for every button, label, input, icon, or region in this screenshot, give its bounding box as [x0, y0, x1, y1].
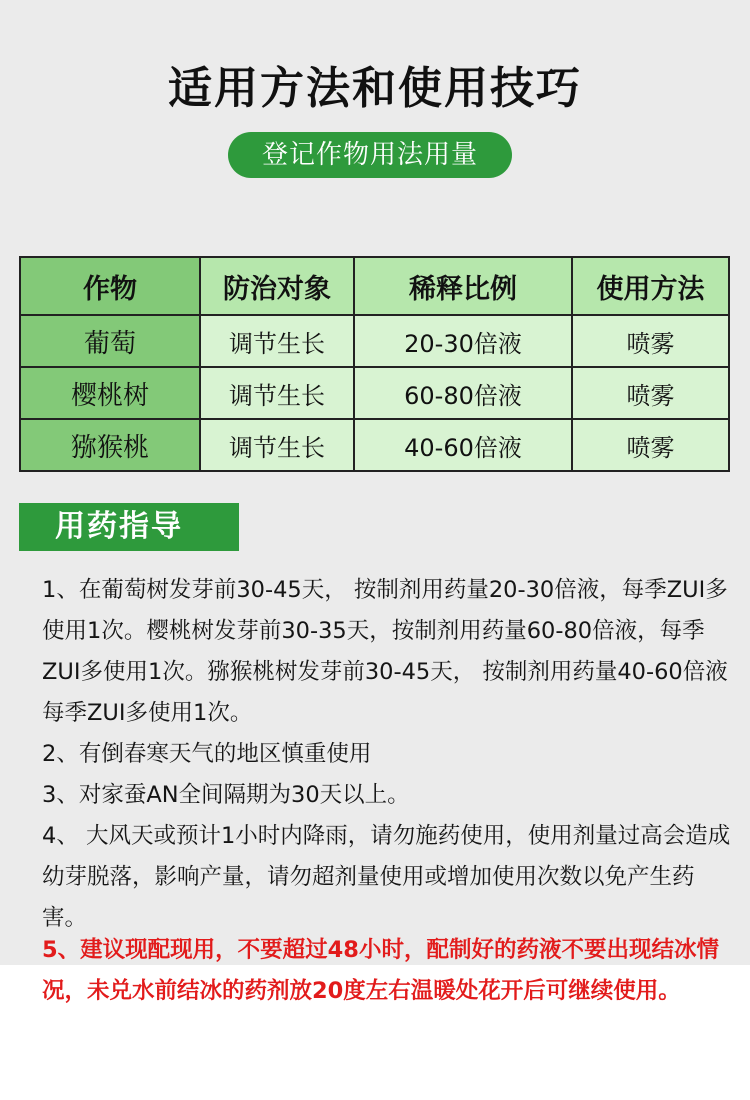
cell-method: 喷雾	[572, 367, 729, 419]
header-ratio: 稀释比例	[354, 257, 572, 315]
cell-target: 调节生长	[200, 315, 354, 367]
cell-crop: 葡萄	[20, 315, 200, 367]
cell-crop: 樱桃树	[20, 367, 200, 419]
guide-item-2: 2、有倒春寒天气的地区慎重使用	[42, 741, 372, 767]
cell-method: 喷雾	[572, 315, 729, 367]
page-title: 适用方法和使用技巧	[168, 63, 582, 114]
guide-item-4: 4、 大风天或预计1小时内降雨，请勿施药使用，使用剂量过高会造成幼芽脱落，影响产量，请勿超剂量使用或增加使用次数以免产生药害。	[42, 823, 731, 931]
guide-item-5-warning: 5、建议现配现用，不要超过48小时，配制好的药液不要出现结冰情况，未兑水前结冰的药剂放20度左右温暖处花开后可继续使用。	[42, 937, 719, 1004]
cell-crop: 猕猴桃	[20, 419, 200, 471]
cell-target: 调节生长	[200, 367, 354, 419]
table-row	[20, 367, 729, 419]
cell-method: 喷雾	[572, 419, 729, 471]
cell-ratio: 20-30倍液	[354, 315, 572, 367]
table-row	[20, 419, 729, 471]
header-method: 使用方法	[572, 257, 729, 315]
header-crop: 作物	[20, 257, 200, 315]
dosage-table	[19, 256, 730, 472]
table-header-row	[20, 257, 729, 315]
guide-heading: 用药指导	[19, 503, 239, 551]
cell-target: 调节生长	[200, 419, 354, 471]
cell-ratio: 60-80倍液	[354, 367, 572, 419]
table-row	[20, 315, 729, 367]
header-target: 防治对象	[200, 257, 354, 315]
subtitle-badge: 登记作物用法用量	[228, 132, 512, 178]
cell-ratio: 40-60倍液	[354, 419, 572, 471]
guide-item-1: 1、在葡萄树发芽前30-45天， 按制剂用药量20-30倍液，每季ZUI多使用1次。樱桃树发芽前30-35天，按制剂用药量60-80倍液，每季ZUI多使用1次。猕猴桃树发芽前30-45天， 按制剂用药量40-60倍液每季ZUI多使用1次。	[42, 577, 728, 726]
guide-item-3: 3、对家蚕AN全间隔期为30天以上。	[42, 782, 410, 808]
